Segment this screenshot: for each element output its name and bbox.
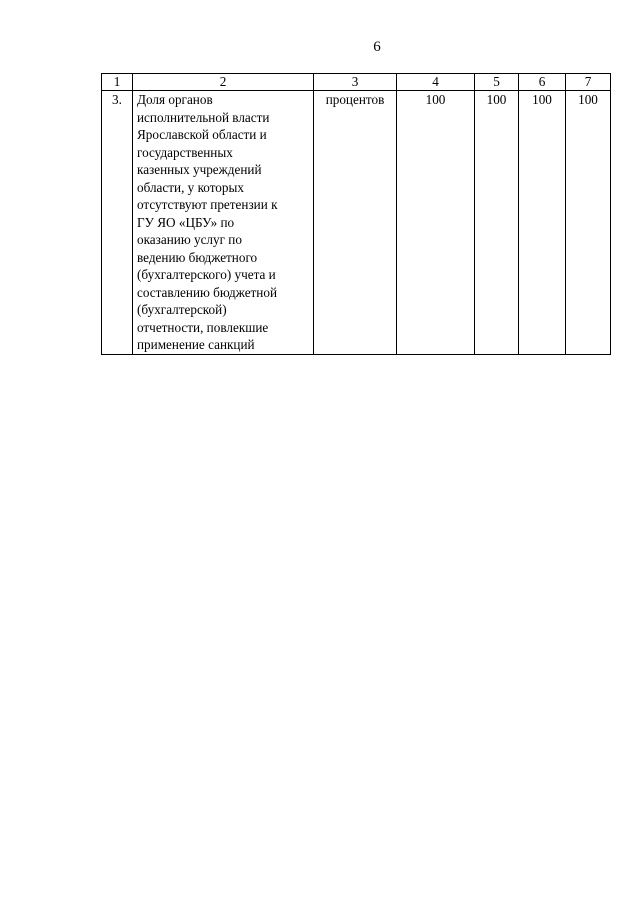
indicator-description: [133, 91, 314, 355]
table-header-row: [102, 74, 611, 91]
indicator-table: [101, 73, 611, 355]
value-cell-7: 100: [566, 91, 611, 355]
unit-cell: процентов: [314, 91, 397, 355]
value-cell-4: 100: [397, 91, 475, 355]
table-row: [102, 91, 611, 355]
page-number: 6: [373, 39, 381, 55]
column-header-1: 1: [102, 74, 133, 91]
indicator-line: Ярославской области и: [137, 127, 267, 142]
value-cell-5: 100: [475, 91, 519, 355]
indicator-line: ГУ ЯО «ЦБУ» по: [137, 214, 235, 230]
column-header-3: 3: [314, 74, 397, 91]
column-header-2: 2: [133, 74, 314, 91]
indicator-line: оказанию услуг по: [137, 232, 242, 247]
value-cell-6: 100: [519, 91, 566, 355]
column-header-4: 4: [397, 74, 475, 91]
indicator-line: области, у которых: [137, 179, 244, 195]
indicator-line: отчетности, повлекшие: [137, 319, 269, 335]
column-header-7: 7: [566, 74, 611, 91]
indicator-line: применение санкций: [137, 337, 255, 352]
column-header-5: 5: [475, 74, 519, 91]
indicator-line: Доля органов: [137, 92, 213, 107]
indicator-line: (бухгалтерской): [137, 302, 227, 317]
indicator-line: ведению бюджетного: [137, 249, 258, 265]
row-number: 3.: [102, 91, 133, 355]
indicator-line: составлению бюджетной: [137, 284, 278, 300]
indicator-line: (бухгалтерского) учета и: [137, 267, 276, 282]
indicator-line: казенных учреждений: [137, 162, 262, 177]
column-header-6: 6: [519, 74, 566, 91]
indicator-line: отсутствуют претензии к: [137, 197, 278, 212]
indicator-line: исполнительной власти: [137, 109, 270, 125]
indicator-line: государственных: [137, 144, 233, 160]
